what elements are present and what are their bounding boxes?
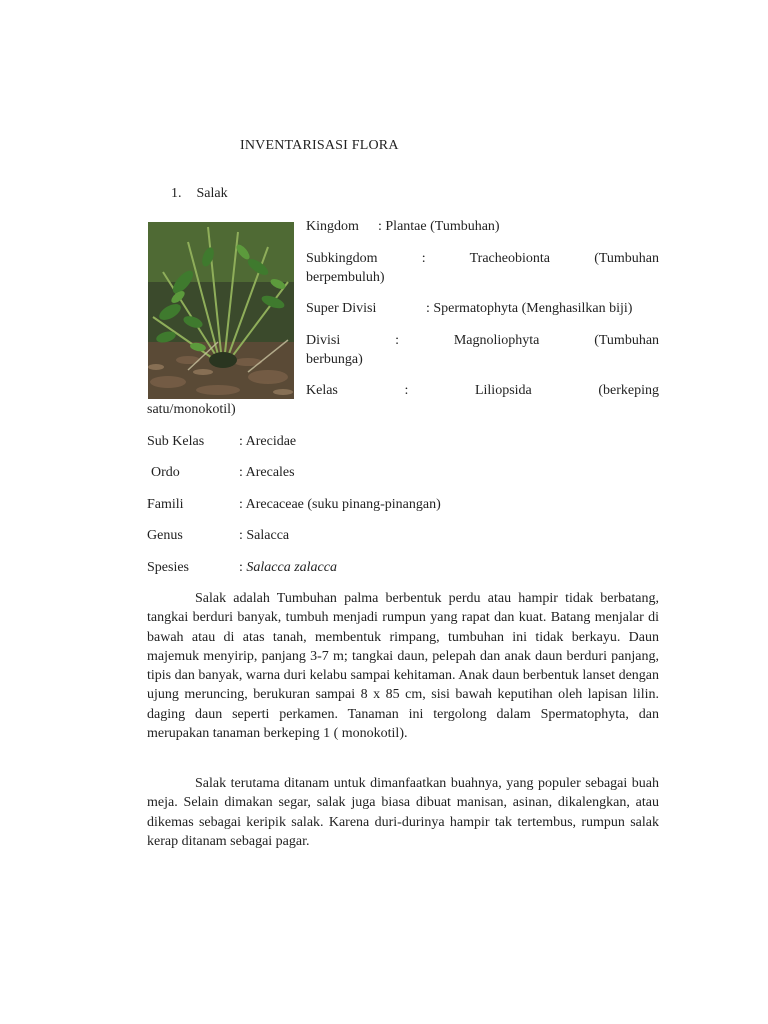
subkingdom-line (306, 249, 659, 268)
subkingdom-row (306, 249, 659, 287)
subkelas-value: : Arecidae (239, 434, 297, 449)
ordo-value: : Arecales (239, 465, 295, 480)
superdivisi-row (306, 299, 659, 318)
subkingdom-colon: : (421, 251, 426, 266)
document-title: INVENTARISASI FLORA (240, 138, 399, 153)
famili-label: Famili (147, 497, 184, 512)
divisi-value: Magnoliophyta (453, 333, 540, 348)
superdivisi-label: Super Divisi (306, 301, 377, 316)
ordo-row (147, 463, 295, 482)
ordo-label: Ordo (151, 465, 180, 480)
kelas-colon: : (404, 383, 409, 398)
salak-plant-icon (148, 222, 294, 399)
divisi-row (306, 331, 659, 369)
item-heading (171, 186, 228, 202)
item-number: 1. (171, 186, 182, 201)
genus-label: Genus (147, 528, 183, 543)
item-name: Salak (196, 186, 228, 201)
kingdom-row (306, 217, 659, 236)
genus-value: : Salacca (239, 528, 290, 543)
famili-value: : Arecaceae (suku pinang-pinangan) (239, 497, 441, 512)
subkingdom-value-note: (Tumbuhan (594, 251, 660, 266)
divisi-label: Divisi (306, 333, 341, 348)
kelas-line (306, 381, 659, 400)
kelas-label: Kelas (306, 383, 338, 398)
spesies-value: Salacca zalacca (246, 560, 337, 575)
kingdom-label: Kingdom (306, 219, 359, 234)
divisi-colon: : (395, 333, 399, 348)
subkingdom-wrap: berpembuluh) (306, 270, 385, 285)
genus-row (147, 526, 289, 545)
subkelas-label: Sub Kelas (147, 434, 205, 449)
subkelas-row (147, 432, 296, 451)
subkingdom-label: Subkingdom (306, 251, 378, 266)
superdivisi-value: : Spermatophyta (Menghasilkan biji) (426, 301, 633, 316)
kelas-value-note: (berkeping (598, 383, 659, 398)
description-paragraph-2: Salak terutama ditanam untuk dimanfaatkan buahnya, yang populer sebagai buah meja. Selain dimakan segar, salak juga biasa dibuat manisan, asinan, dikalengkan, atau dikemas sebagai keripik salak. Karena duri-durinya hampir tak tertembus, rumpun salak kerap ditanam sebagai pagar. (147, 776, 659, 849)
description-paragraph-1: Salak adalah Tumbuhan palma berbentuk perdu atau hampir tidak berbatang, tangkai berduri banyak, tumbuh menjadi rumpun yang rapat dan kuat. Batang menjalar di bawah atau di atas tanah, membentuk rimpang, tumbuhan ini tidak berkayu. Daun majemuk menyirip, panjang 3-7 m; tangkai daun, pelepah dan anak daun berduri panjang, tipis dan banyak, warna duri kelabu sampai kehitaman. Anak daun berbentuk lanset dengan ujung meruncing, berukuran sampai 8 x 85 cm, sisi bawah keputihan oleh lapisan lilin. daging daun seperti perkamen. Tanaman ini tergolong dalam Spermatophyta, dan merupakan tanaman berkeping 1 ( monokotil). (147, 591, 659, 742)
divisi-line (306, 331, 659, 350)
kingdom-value: : Plantae (Tumbuhan) (378, 219, 500, 234)
kelas-wrap: satu/monokotil) (147, 402, 236, 417)
salak-plant-photo (148, 222, 294, 399)
spesies-label: Spesies (147, 560, 189, 575)
subkingdom-value: Tracheobionta (469, 251, 550, 266)
spesies-colon: : (239, 560, 247, 575)
famili-row (147, 495, 441, 514)
spesies-row (147, 558, 337, 577)
divisi-value-note: (Tumbuhan (594, 333, 660, 348)
kelas-row (306, 381, 659, 400)
kelas-value: Liliopsida (474, 383, 532, 398)
divisi-wrap: berbunga) (306, 352, 363, 367)
